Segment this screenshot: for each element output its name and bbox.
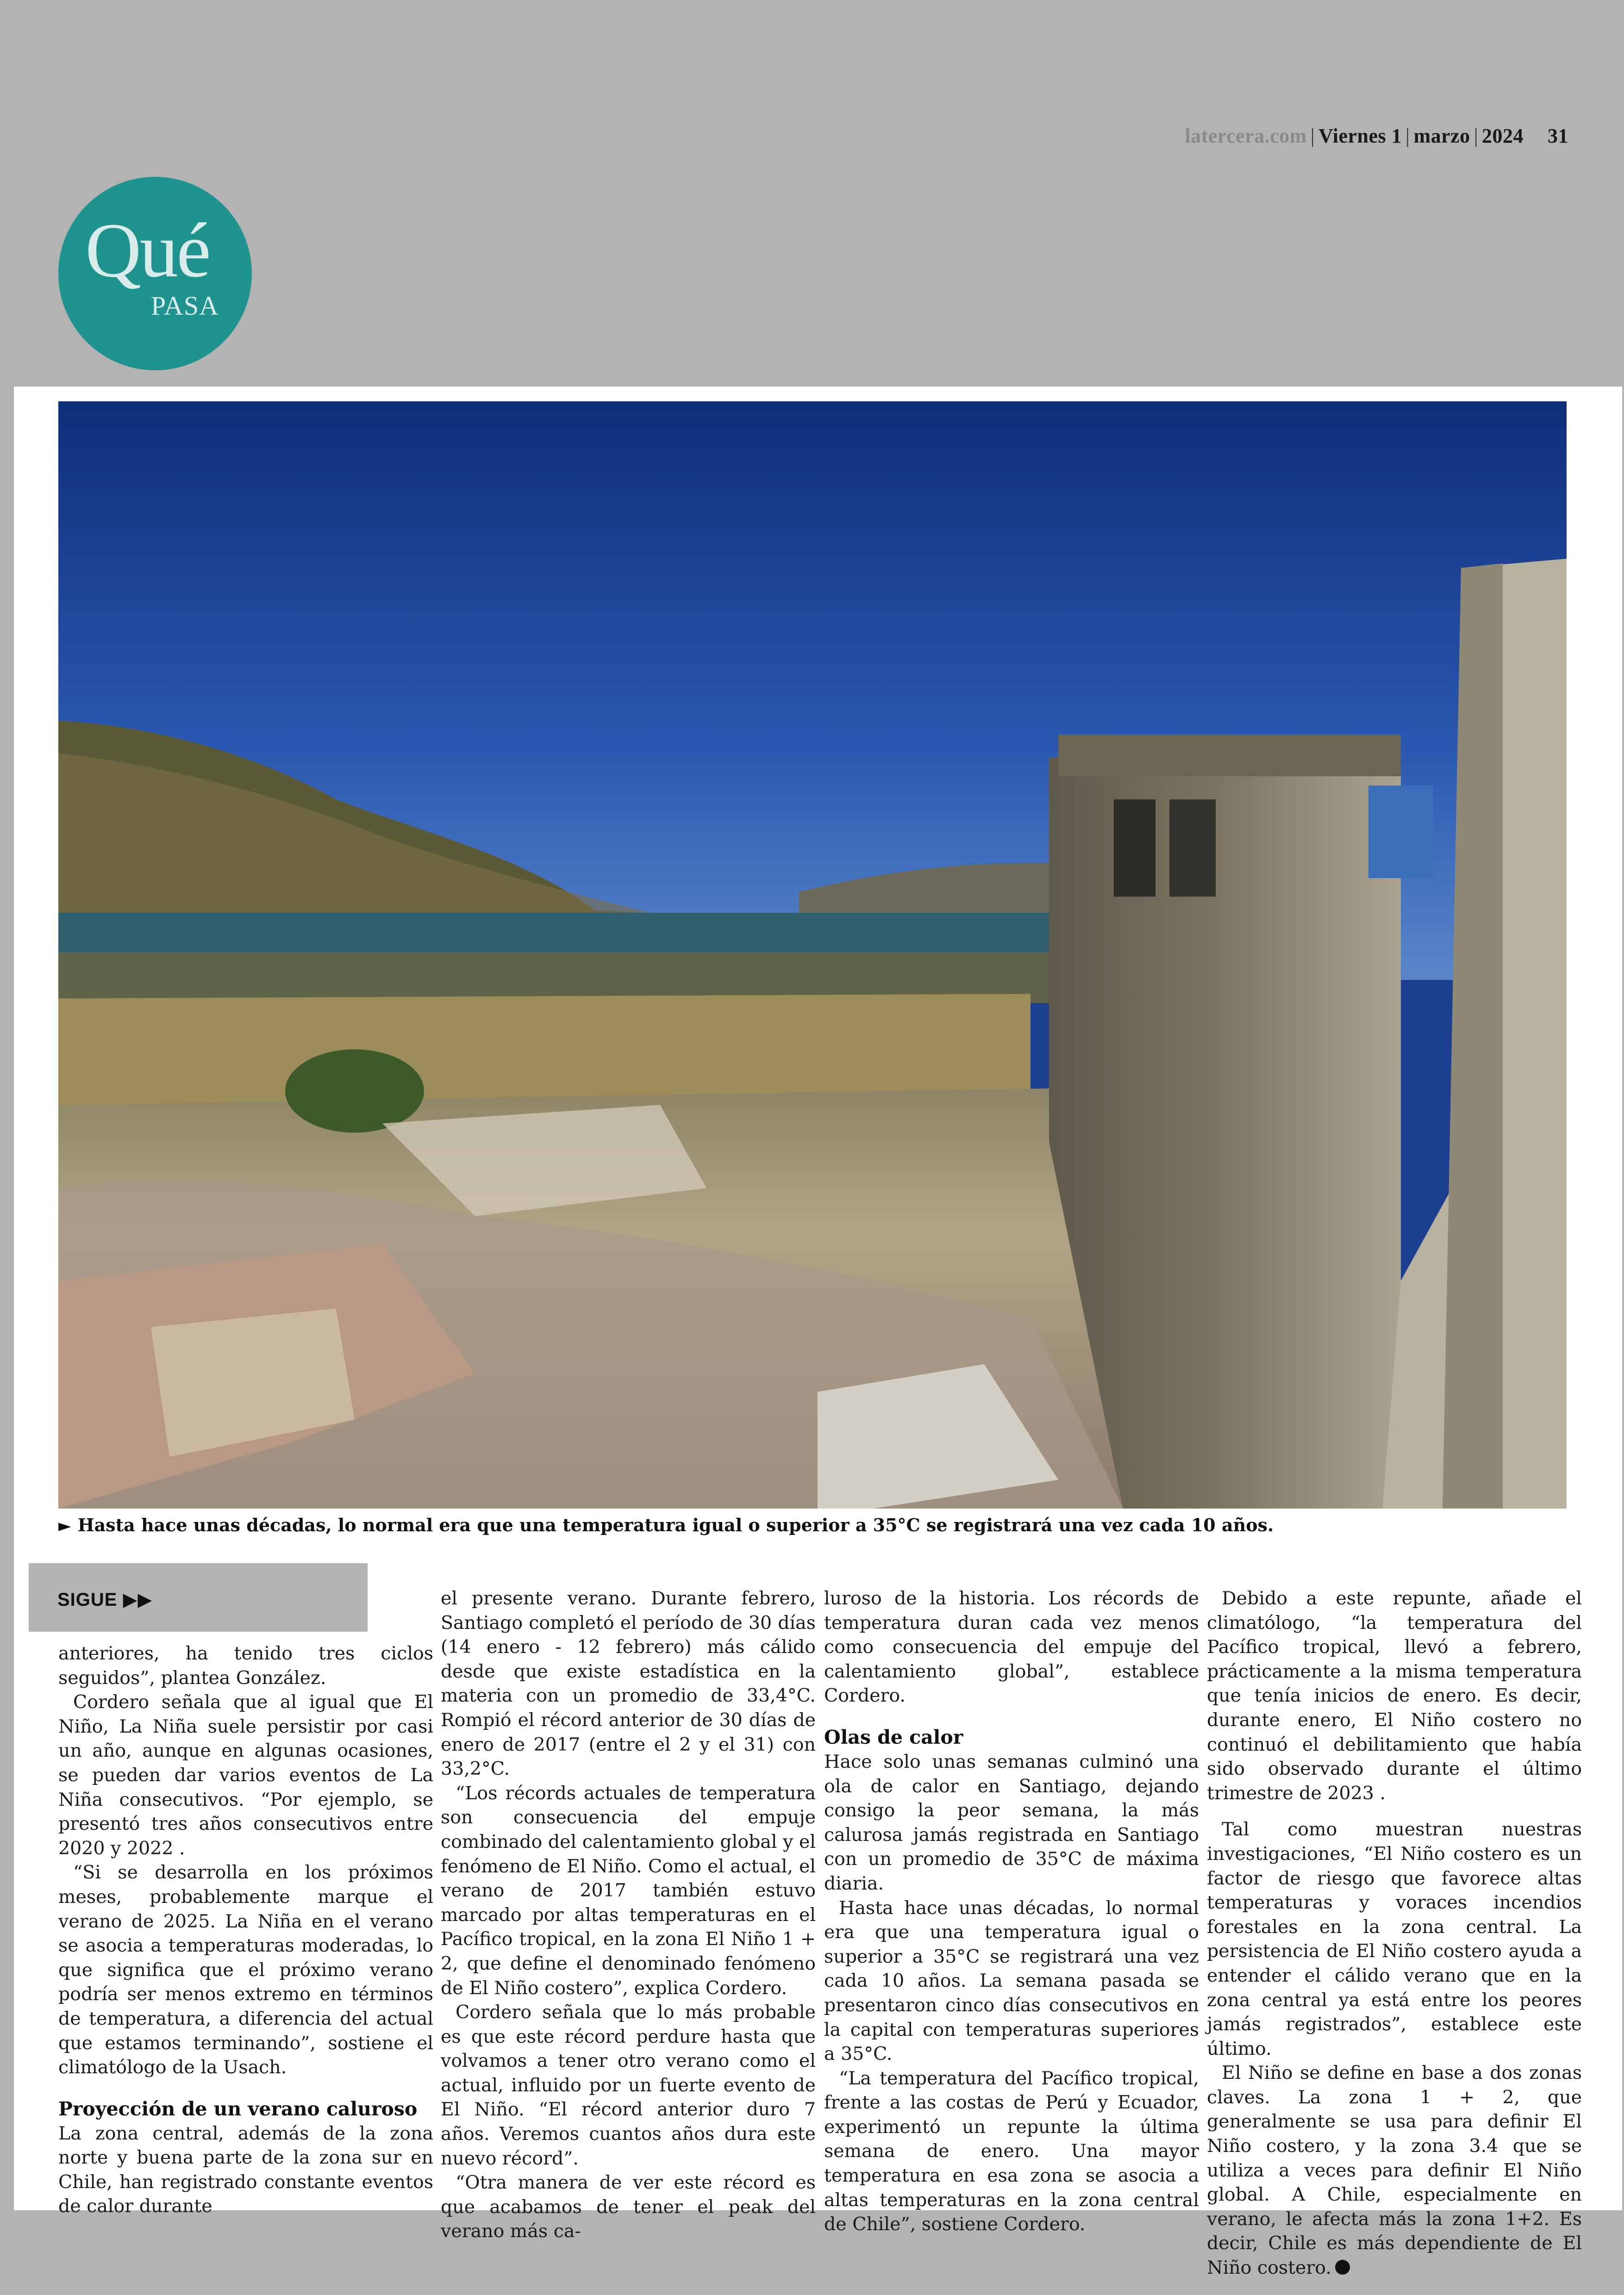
logo-text-pasa: PASA <box>151 291 219 321</box>
paragraph <box>1207 2061 1582 2280</box>
continuation-tab <box>29 1563 368 1632</box>
article-column-4 <box>1207 1586 1582 2280</box>
paragraph: anteriores, ha tenido tres ciclos seguidos”, plantea González. <box>58 1643 433 1689</box>
folio-separator: | <box>1474 125 1478 147</box>
logo-text-que: Qué <box>85 207 209 293</box>
paragraph: “La temperatura del Pacífico tropical, frente a las costas de Perú y Ecuador, experimentó un repunte la última semana de enero. Una mayor temperatura en esa zona se asocia a altas temperaturas en la zona central de Chile”, sostiene Cordero. <box>824 2067 1199 2235</box>
caption-marker-icon: ► <box>58 1516 71 1535</box>
photo-caption <box>58 1515 1567 1535</box>
paragraph: “Los récords actuales de temperatura son consecuencia del empuje combinado del calentamiento global y el fenómeno de El Niño. Como el actual, el verano de 2017 también estuvo marcado por altas temperaturas en el Pacífico tropical, en la zona El Niño 1 + 2, que define el denominado fenómeno de El Niño costero”, explica Cordero. <box>441 1782 816 1999</box>
paragraph-text: El Niño se define en base a dos zonas claves. La zona 1 + 2, que generalmente se usa para definir El Niño costero, y la zona 3.4 que se utiliza a veces para definir El Niño global. A Chile, especialmente en verano, le afecta más la zona 1+2. Es decir, Chile es más dependiente de El Niño costero. <box>1207 2062 1582 2279</box>
que-pasa-logo <box>58 177 252 370</box>
article-column-1 <box>58 1641 433 2219</box>
paragraph: Tal como muestran nuestras investigaciones, “El Niño costero es un factor de riesgo que favorece altas temperaturas y voraces incendios forestales en la zona central. La persistencia de El Niño costero ayuda a entender el cálido verano que en la zona central ya está entre los peores jamás registrados”, establece este último. <box>1207 1819 1582 2059</box>
page-number: 31 <box>1548 125 1568 147</box>
article-column-3 <box>824 1586 1199 2237</box>
paragraph: Debido a este repunte, añade el climatólogo, “la temperatura del Pacífico tropical, llevó a febrero, prácticamente a la misma temperatura que tenía inicios de enero. Es decir, durante enero, El Niño costero no continuó el debilitamiento que había sido observado durante el último trimestre de 2023 . <box>1207 1588 1582 1804</box>
paragraph: La zona central, además de la zona norte y buena parte de la zona sur en Chile, han registrado constante eventos de calor durante <box>58 2122 433 2217</box>
paragraph: Cordero señala que lo más probable es que este récord perdure hasta que volvamos a tener otro verano como el actual, influido por un fuerte evento de El Niño. “El récord anterior duro 7 años. Veremos cuantos años dura este nuevo récord”. <box>441 2002 816 2169</box>
paragraph: Hace solo unas semanas culminó una ola de calor en Santiago, dejando consigo la peor semana, la más calurosa jamás registrada en Santiago con un promedio de 35°C de máxima diaria. <box>824 1751 1199 1894</box>
paragraph: el presente verano. Durante febrero, Santiago completó el período de 30 días (14 enero - 12 febrero) más cálido desde que existe estadística en la materia con un promedio de 33,4°C. Rompió el récord anterior de 30 días de enero de 2017 (entre el 2 y el 31) con 33,2°C. <box>441 1588 816 1780</box>
paragraph: luroso de la historia. Los récords de temperatura duran cada vez menos como consecuencia del empuje del calentamiento global”, establece Cordero. <box>824 1588 1199 1707</box>
site-name: latercera.com <box>1185 125 1307 147</box>
continuation-label: SIGUE ▶▶ <box>57 1590 153 1610</box>
paragraph: Hasta hace unas décadas, lo normal era que una temperatura igual o superior a 35°C se registrará una vez cada 10 años. La semana pasada se presentaron cinco días consecutivos en la capital con temperaturas superiores a 35°C. <box>824 1897 1199 2065</box>
page-folio <box>1185 124 1568 148</box>
paragraph: “Otra manera de ver este récord es que acabamos de tener el peak del verano más ca- <box>441 2172 816 2242</box>
folio-month: marzo <box>1413 125 1470 147</box>
ruins-landscape-image <box>58 401 1567 1509</box>
subheading: Proyección de un verano caluroso <box>58 2097 418 2120</box>
paragraph: Cordero señala que al igual que El Niño, La Niña suele persistir por casi un año, aunque en algunas ocasiones, se pueden dar varios eventos de La Niña consecutivos. “Por ejemplo, se presentó tres años consecutivos entre 2020 y 2022 . <box>58 1691 433 1859</box>
caption-text: Hasta hace unas décadas, lo normal era que una temperatura igual o superior a 35°C se registrará una vez cada 10 años. <box>77 1515 1274 1535</box>
folio-year: 2024 <box>1482 125 1524 147</box>
folio-separator: | <box>1310 125 1315 147</box>
folio-day: Viernes 1 <box>1318 125 1402 147</box>
folio-separator: | <box>1405 125 1410 147</box>
article-column-2 <box>441 1586 816 2244</box>
subheading: Olas de calor <box>824 1726 963 1748</box>
end-of-article-icon <box>1335 2260 1350 2275</box>
paragraph: “Si se desarrolla en los próximos meses, probablemente marque el verano de 2025. La Niña en el verano se asocia a temperaturas moderadas, lo que significa que el próximo verano podría ser menos extremo en términos de temperatura, a diferencia del actual que estamos terminando”, sostiene el climatólogo de la Usach. <box>58 1862 433 2078</box>
ruins-photo <box>58 401 1567 1509</box>
